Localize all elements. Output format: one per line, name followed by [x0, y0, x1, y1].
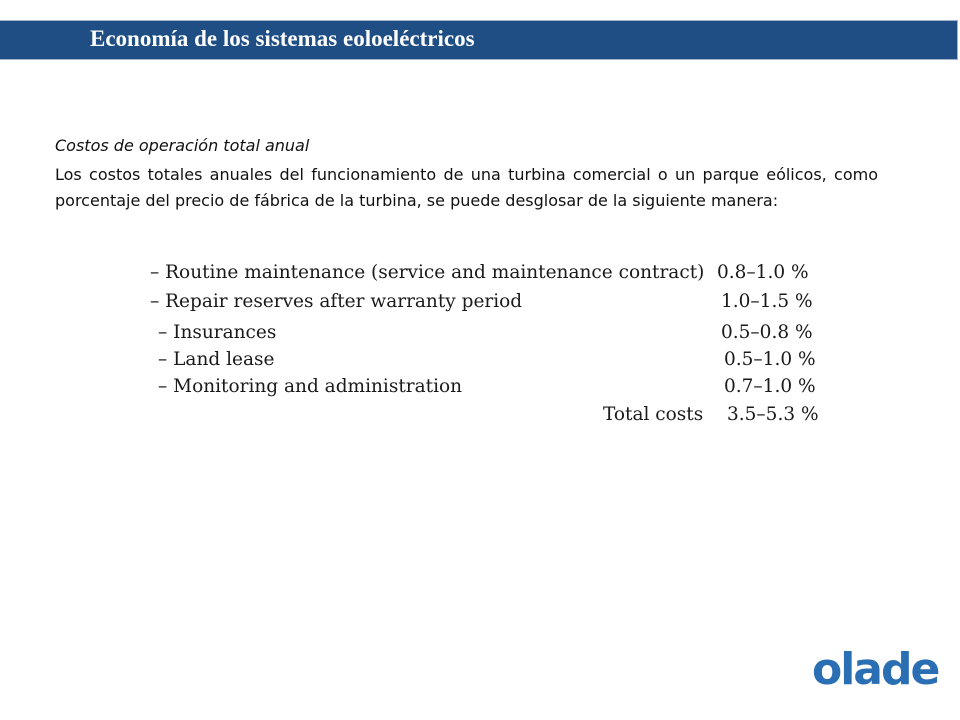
- title-bar: [0, 20, 958, 60]
- cost-value: 0.5–1.0 %: [724, 349, 816, 370]
- cost-row-land-lease: [150, 349, 820, 375]
- cost-label: – Land lease: [158, 349, 275, 370]
- total-label: Total costs: [603, 404, 704, 425]
- cost-row-insurances: [150, 322, 820, 348]
- olade-logo: olade: [812, 644, 939, 695]
- body-paragraph: Los costos totales anuales del funcionamiento de una turbina comercial o un parque eólicos, como porcentaje del precio de fábrica de la turbina, se puede desglosar de la siguiente manera:: [55, 165, 878, 210]
- cost-value: 0.8–1.0 %: [717, 262, 809, 283]
- cost-row-routine-maintenance: [150, 262, 820, 288]
- cost-label: – Monitoring and administration: [158, 376, 463, 397]
- section-subtitle: Costos de operación total anual: [55, 136, 310, 155]
- cost-row-total: [150, 404, 820, 430]
- cost-value: 0.5–0.8 %: [721, 322, 813, 343]
- cost-label: – Insurances: [158, 322, 277, 343]
- cost-label: – Routine maintenance (service and maintenance contract): [150, 262, 705, 283]
- cost-value: 1.0–1.5 %: [721, 291, 813, 312]
- cost-value: 0.7–1.0 %: [724, 376, 816, 397]
- cost-row-repair-reserves: [150, 291, 820, 317]
- total-value: 3.5–5.3 %: [727, 404, 819, 425]
- cost-row-monitoring: [150, 376, 820, 402]
- slide-title: Economía de los sistemas eoloeléctricos: [90, 26, 475, 51]
- cost-label: – Repair reserves after warranty period: [150, 291, 523, 312]
